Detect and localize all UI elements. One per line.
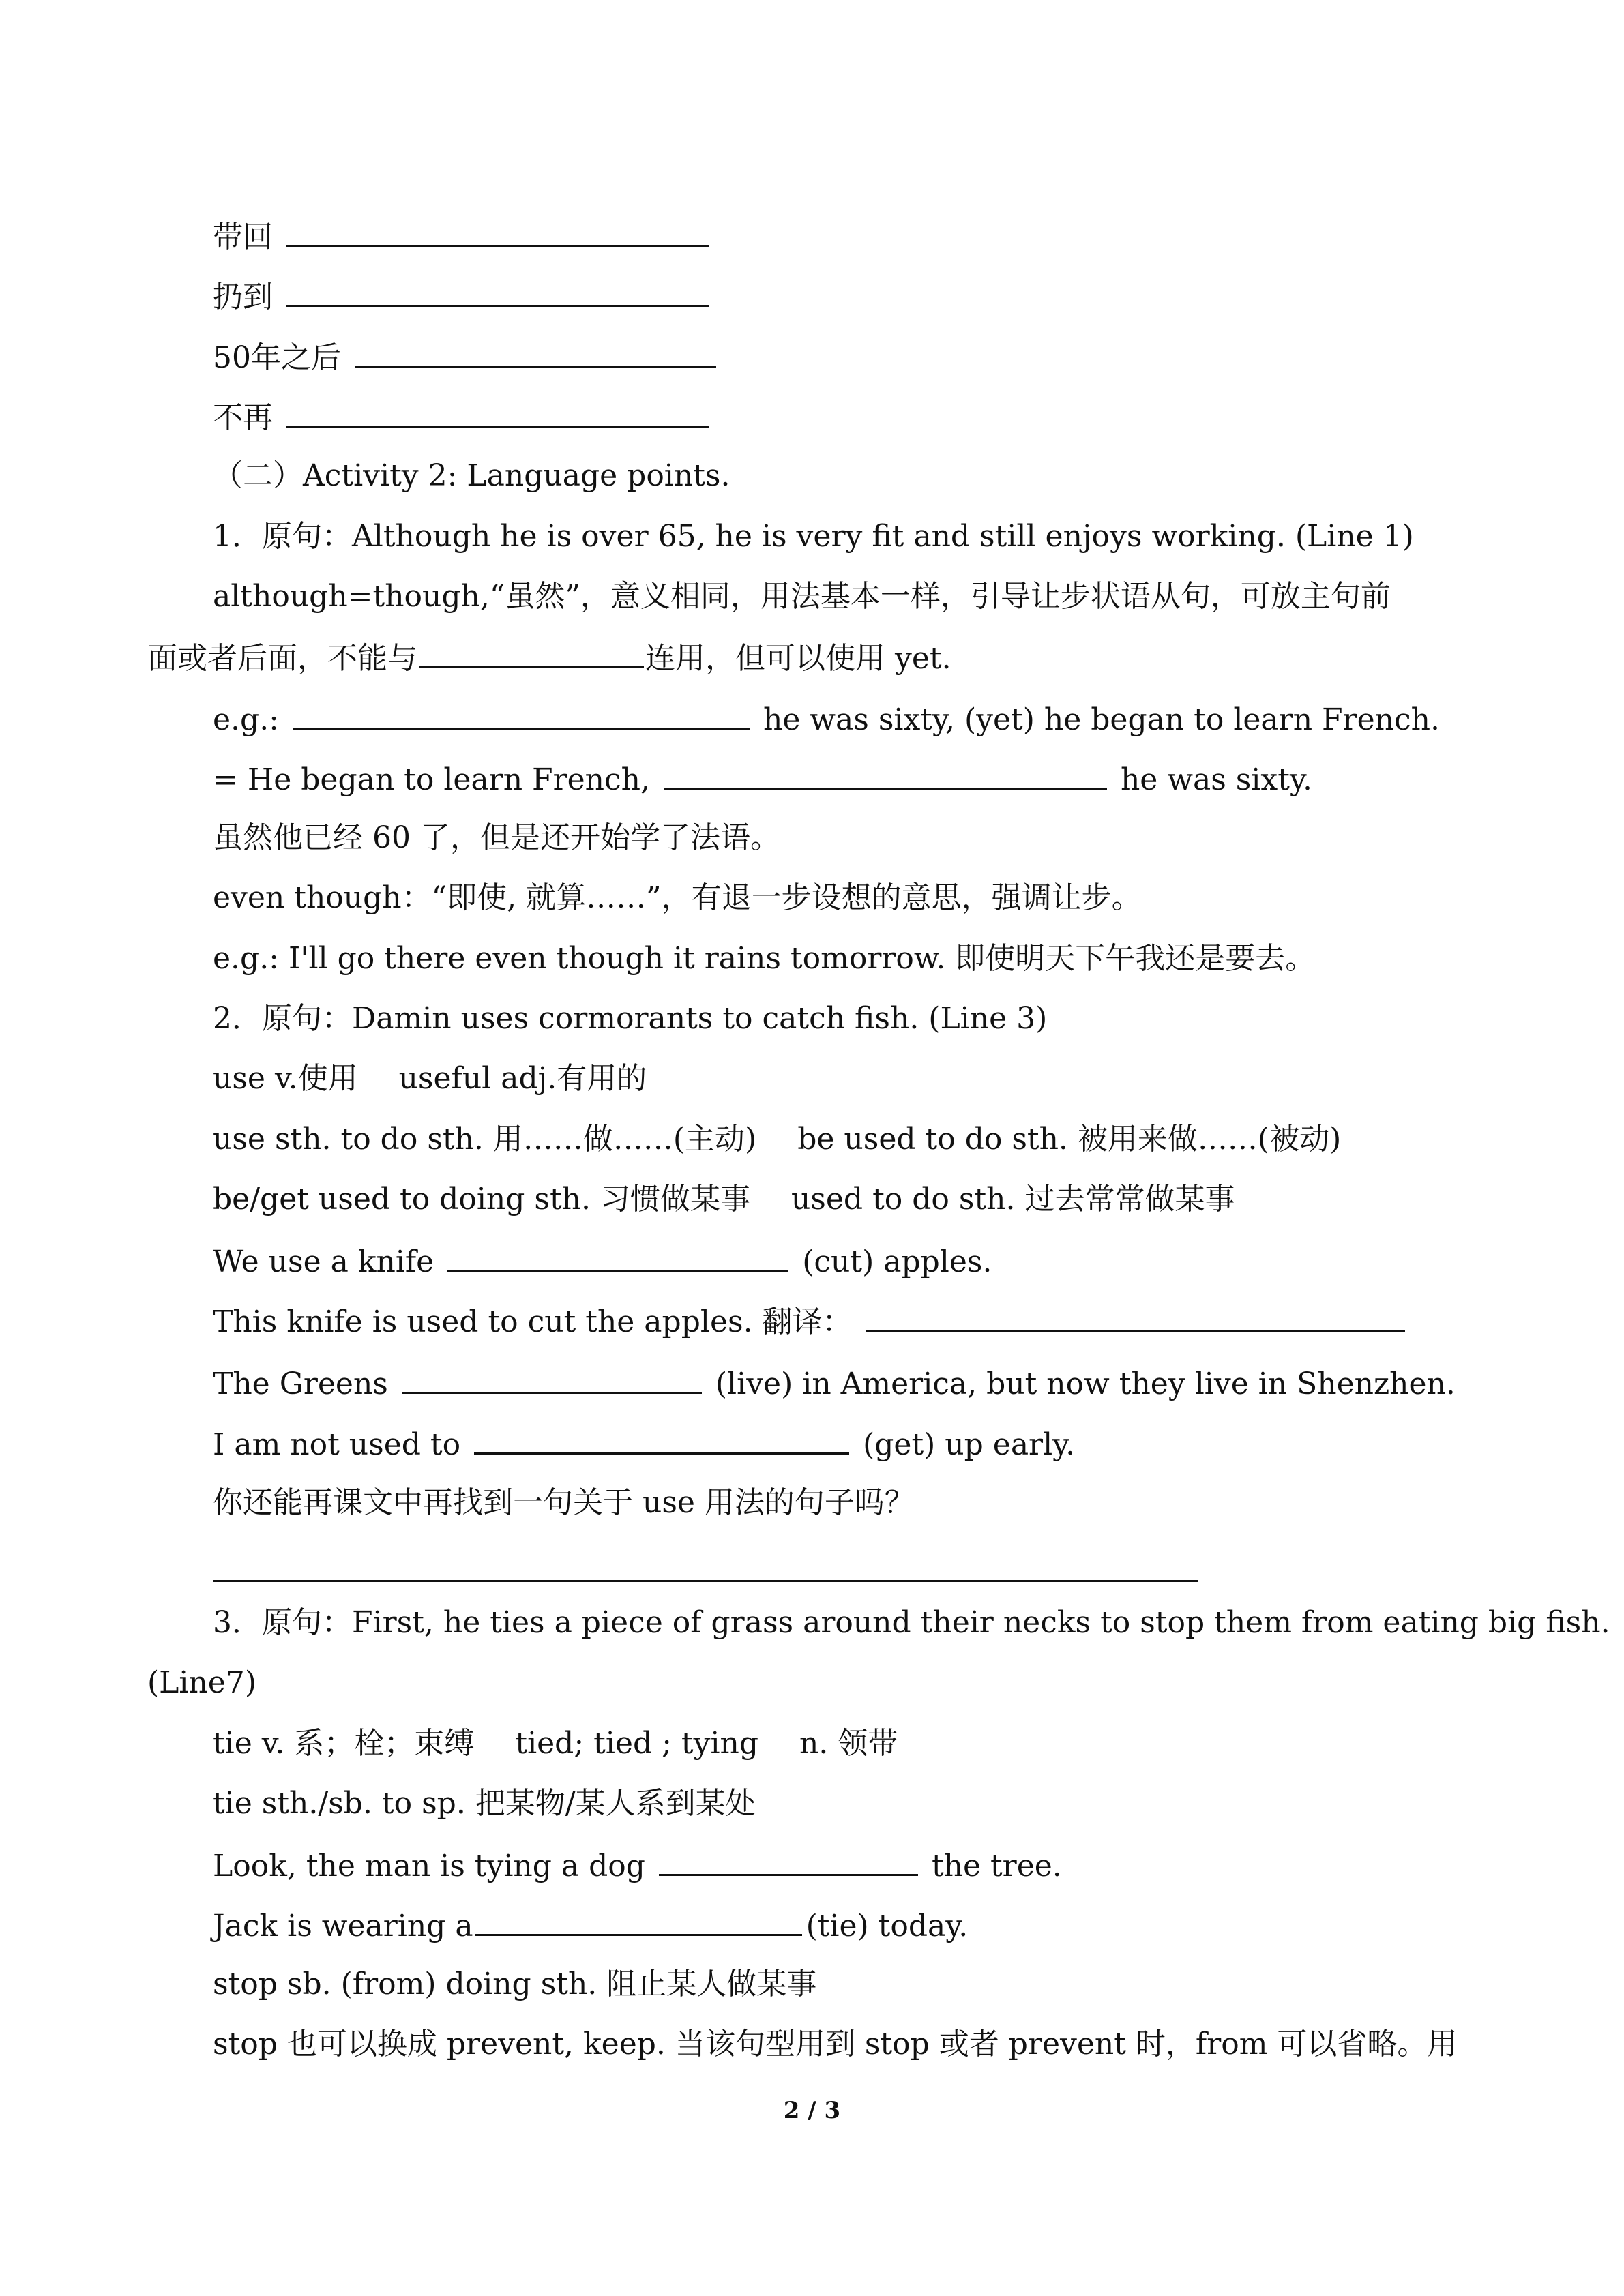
answer-blank[interactable] bbox=[866, 1300, 1405, 1332]
answer-blank[interactable] bbox=[286, 215, 709, 247]
vocab-item-1: 带回 bbox=[213, 215, 713, 258]
answer-blank[interactable] bbox=[419, 636, 644, 668]
even-though-note: even though：“即使, 就算……”，有退一步设想的意思，强调让步。 bbox=[213, 880, 1142, 915]
example-2: = He began to learn French, he was sixty. bbox=[213, 758, 1312, 801]
use-pattern-1: use sth. to do sth. 用……做……(主动) be used to do sth. 被用来做……(被动) bbox=[213, 1122, 1342, 1157]
answer-blank[interactable] bbox=[474, 1422, 849, 1455]
use-definition: use v.使用 useful adj.有用的 bbox=[213, 1061, 647, 1096]
answer-blank[interactable] bbox=[402, 1362, 702, 1394]
exercise-question: 你还能再课文中再找到一句关于 use 用法的句子吗？ bbox=[213, 1485, 915, 1520]
example-1: e.g.: he was sixty, (yet) he began to learn French. bbox=[213, 698, 1440, 741]
stop-pattern: stop sb. (from) doing sth. 阻止某人做某事 bbox=[213, 1967, 817, 2001]
exercise-3: The Greens (live) in America, but now they live in Shenzhen. bbox=[213, 1362, 1456, 1405]
exercise-6: Jack is wearing a (tie) today. bbox=[213, 1904, 968, 1947]
exercise-2: This knife is used to cut the apples. 翻译： bbox=[213, 1300, 1409, 1343]
answer-blank[interactable] bbox=[447, 1240, 788, 1272]
even-though-example: e.g.: I'll go there even though it rains tomorrow. 即使明天下午我还是要去。 bbox=[213, 941, 1316, 976]
tie-pattern: tie sth./sb. to sp. 把某物/某人系到某处 bbox=[213, 1786, 756, 1821]
point-3-sentence: 3．原句：First, he ties a piece of grass around their necks to stop them from eating big fish. bbox=[213, 1605, 1610, 1640]
answer-blank[interactable] bbox=[355, 336, 716, 368]
vocab-item-4: 不再 bbox=[213, 396, 713, 438]
answer-blank[interactable] bbox=[664, 758, 1107, 790]
point-2-sentence: 2．原句：Damin uses cormorants to catch fish. (Line 3) bbox=[213, 1001, 1048, 1036]
vocab-item-3: 50年之后 bbox=[213, 336, 720, 378]
vocab-item-2: 扔到 bbox=[213, 275, 713, 318]
exercise-1: We use a knife (cut) apples. bbox=[213, 1240, 992, 1283]
tie-definition: tie v. 系；栓；束缚 tied; tied ; tying n. 领带 bbox=[213, 1726, 898, 1761]
point-3-line-ref: (Line7) bbox=[147, 1665, 256, 1700]
answer-blank[interactable] bbox=[286, 275, 709, 307]
point-1-explanation: although=though,“虽然”，意义相同，用法基本一样，引导让步状语从句，可放主句前 bbox=[213, 579, 1391, 614]
answer-blank[interactable] bbox=[286, 396, 709, 428]
answer-blank[interactable] bbox=[475, 1904, 802, 1936]
answer-blank[interactable] bbox=[659, 1844, 918, 1876]
answer-blank[interactable] bbox=[293, 698, 750, 730]
point-1-explanation-cont: 面或者后面，不能与 连用，但可以使用 yet. bbox=[147, 636, 951, 679]
answer-line[interactable] bbox=[213, 1580, 1198, 1582]
exercise-5: Look, the man is tying a dog the tree. bbox=[213, 1844, 1062, 1887]
point-1-sentence: 1．原句：Although he is over 65, he is very fit and still enjoys working. (Line 1) bbox=[213, 519, 1414, 554]
example-translation: 虽然他已经 60 了，但是还开始学了法语。 bbox=[213, 820, 780, 855]
page-number: 2 / 3 bbox=[783, 2097, 841, 2124]
exercise-4: I am not used to (get) up early. bbox=[213, 1422, 1075, 1465]
stop-note: stop 也可以换成 prevent, keep. 当该句型用到 stop 或者 prevent 时，from 可以省略。用 bbox=[213, 2027, 1458, 2061]
section-heading: （二）Activity 2: Language points. bbox=[213, 458, 730, 493]
use-pattern-2: be/get used to doing sth. 习惯做某事 used to do sth. 过去常常做某事 bbox=[213, 1182, 1235, 1217]
